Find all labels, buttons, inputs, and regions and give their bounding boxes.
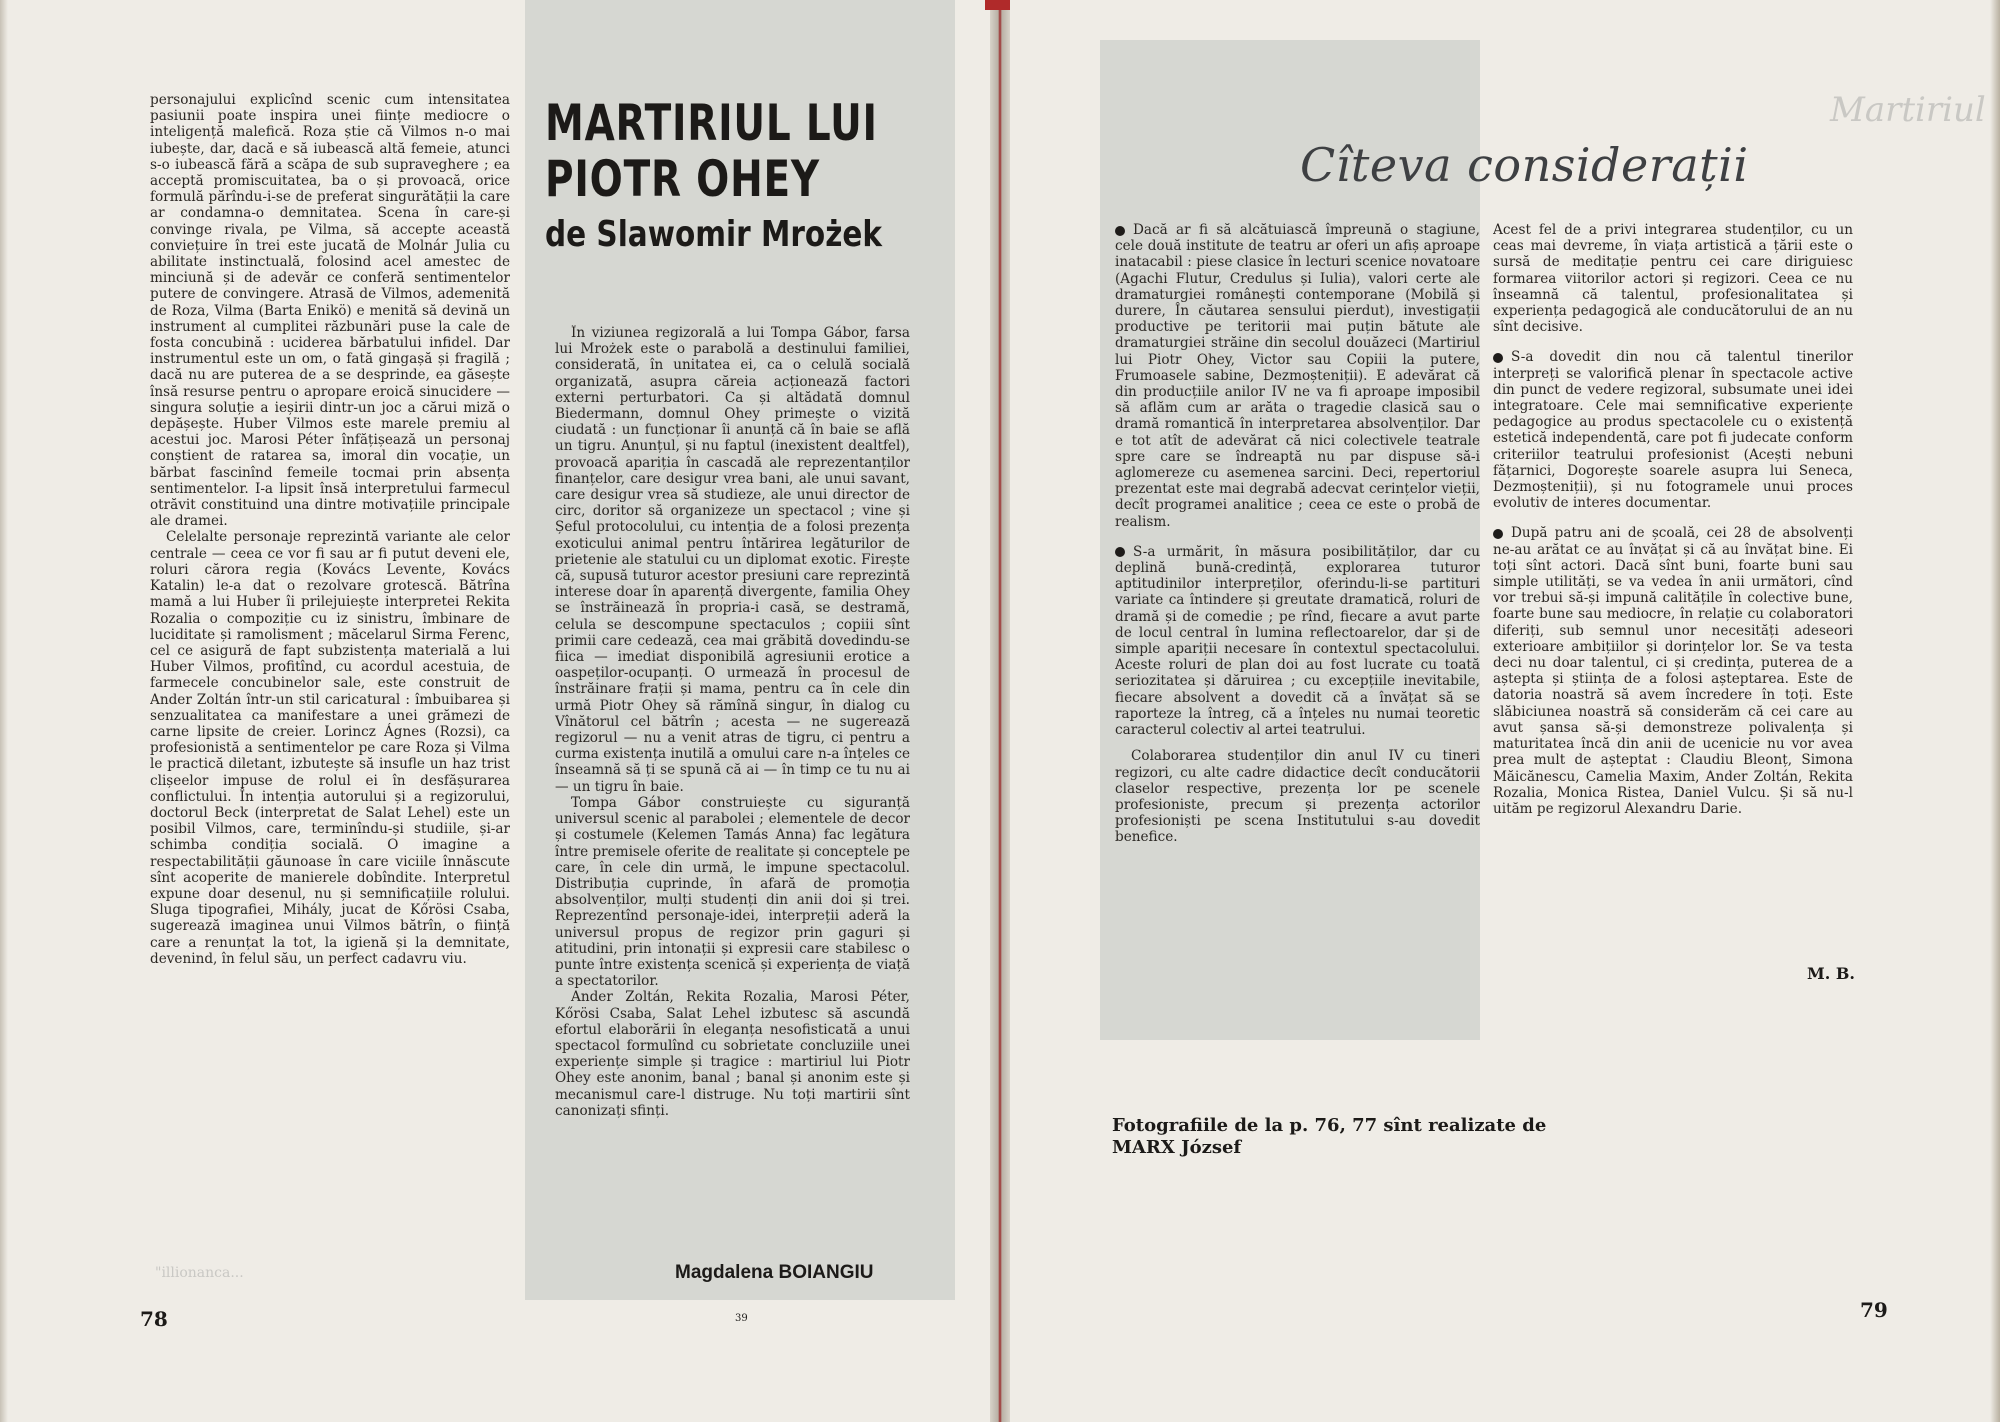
right-column-2 (1493, 222, 1853, 982)
right-column-1 (1115, 222, 1480, 1022)
photo-credit-line-2: MARX József (1112, 1137, 1242, 1158)
show-through-header: Martiriul (1830, 90, 1986, 130)
article-title (545, 95, 945, 257)
photo-credit (1112, 1115, 1812, 1159)
paragraph: Tompa Gábor construiește cu siguranță universul scenic al parabolei ; elementele de decor și costumele (Kelemen Tamás Anna) fac legătura între premisele oferite de realitate și conceptele pe care, în cele din urmă, le impune spectacolul. Distribuția cuprinde, în afară de promoția absolvenților, mulți studenți din anii doi și trei. Reprezentînd personaje-idei, interpreții aderă la universul propus de regizor prin gaguri și atitudini, prin intonații și expresii care stabilesc o punte între existența scenică și experiența de viață a spectatorilor. (555, 794, 910, 990)
page-edge (0, 0, 8, 1422)
left-page (0, 0, 990, 1422)
bullet-icon (1493, 353, 1503, 363)
title-line-1: MARTIRIUL LUI (545, 94, 878, 152)
page-edge (1990, 0, 2000, 1422)
author-signature: Magdalena BOIANGIU (675, 1262, 874, 1283)
paragraph: În viziunea regizorală a lui Tompa Gábor, farsa lui Mrożek este o parabolă a destinului familiei, considerată, în unitatea ei, ca o celulă socială organizată, asupra căreia acționează factori externi perturbatori. Ca și altădată domnul Biedermann, domnul Ohey primește o vizită ciudată : un funcționar îi anunță că în baie se află un tigru. Anunțul, și nu faptul (inexistent dealtfel), provoacă apariția în cascadă ale reprezentanților finanțelor, care desigur vrea bani, ale unui savant, care desigur vrea să studieze, ale unui director de circ, doritor să organizeze un spectacol ; vine și Șeful protocolului, cu intenția de a folosi prezența exoticului animal pentru întărirea legăturilor de prietenie ale statului cu un diplomat exotic. Firește că, supusă tuturor acestor presiuni care reprezintă interese doar în aparență divergente, familia Ohey se înstrăinează în propria-i casă, se destramă, celula se descompune spectaculos ; copiii sînt primii care cedează, cea mai grăbită dovedindu-se fiica — imediat disponibilă agresiunii erotice a oaspeților-ocupanți. O urmează în procesul de înstrăinare frații și mama, pentru ca în cele din urmă Piotr Ohey să rămînă singur, în dialog cu Vînătorul cel bătrîn ; acesta — ne sugerează regizorul — nu a venit atras de tigru, ci pentru a curma existența inutilă a omului care n-a înțeles ce înseamnă să ți se spună că ai — în timp ce tu nu ai — un tigru în baie. (555, 325, 910, 795)
paragraph: S-a dovedit din nou că talentul tinerilor interpreți se valorifică plenar în spectacole active din punct de vedere regizoral, subsumate unei idei integratoare. Cele mai semnificative experiențe pedagogice au produs spectacolele cu o existență estetică independentă, care pot fi judecate conform criteriilor teatrului profesionist (Acești nebuni fățarnici, Dogorește soarele asupra lui Seneca, Dezmoșteniții), și nu fotogramele unui proces evolutiv de interes documentar. (1493, 349, 1853, 512)
page-number: 79 (1860, 1298, 1888, 1322)
right-page (1010, 0, 2000, 1422)
section-title: Cîteva considerații (1300, 138, 1749, 192)
page-number: 78 (140, 1307, 168, 1331)
paragraph: Colaborarea studenților din anul IV cu tineri regizori, cu alte cadre didactice decît conducătorii claselor respective, prezența lor pe scenele profesioniste, precum și prezența actorilor profesioniști pe scena Institutului s-au dovedit benefice. (1115, 748, 1480, 846)
show-through-text: "illionanca... (155, 1265, 244, 1281)
paragraph: Celelalte personaje reprezintă variante ale celor centrale — ceea ce vor fi sau ar fi putut deveni ele, roluri cărora regia (Kovács Levente, Kovács Katalin) le-a dat o rezolvare grotescă. Bătrîna mamă a lui Huber îi prilejuiește interpretei Rekita Rozalia o compoziție cu iz sinistru, îmbinare de luciditate și ramolisment ; măcelarul Sirma Ferenc, cel ce asigură de fapt subzistența materială a lui Huber Vilmos, profitînd, cu acordul acestuia, de farmecele concubinelor sale, este construit de Ander Zoltán într-un stil caricatural : îmbuibarea și senzualitatea ca manifestare a unei grămezi de carne lipsite de creier. Lorincz Ágnes (Rozsi), ca profesionistă a sentimentelor pe care Roza și Vilma le practică diletant, izbutește să insufle un haz trist clișeelor impuse de rolul ei în desfășurarea conflictului. În intenția autorului și a regizorului, doctorul Beck (interpretat de Salat Lehel) este un posibil Vilmos, care, terminîndu-și studiile, și-ar schimba condiția socială. O imagine a respectabilității găunoase în care viciile înnăscute sînt acoperite de manierele dobîndite. Interpretul expune doar desenul, nu și semnificațiile rolului. Sluga tipografiei, Mihály, jucat de Kőrösi Csaba, sugerează imaginea unui Vilmos bătrîn, o ființă care a renunțat la tot, la igienă și la demnitate, devenind, în felul său, un perfect cadavru viu. (150, 529, 510, 967)
title-line-2: PIOTR OHEY (545, 150, 820, 208)
paragraph: personajului explicînd scenic cum intensitatea pasiunii poate inspira unei ființe mediocre o inteligență malefică. Roza știe că Vilmos n-o mai iubește, dar, dacă e să iubească altă femeie, atunci s-o iubească fără a scăpa de sub supraveghere ; ea acceptă promiscuitatea, ba o și provoacă, orice formulă părîndu-i-se de preferat singurătății la care ar condamna-o demnitatea. Scena în care-și convinge rivala, pe Vilma, să accepte această conviețuire în trei este jucată de Molnár Julia cu abilitate instinctuală, folosind acel amestec de minciună și de adevăr ce conferă sentimentelor putere de convingere. Atrasă de Vilmos, ademenită de Roza, Vilma (Barta Enikö) e menită să devină un instrument al cumplitei răzbunări puse la cale de fosta concubină : uciderea bărbatului infidel. Dar instrumentul este un om, o fată gingașă și fragilă ; dacă nu are puterea de a se desprinde, ea găsește însă resurse pentru o apropare eroică sinucidere — singura soluție a ieșirii dintr-un joc a cărui miză o depășește. Huber Vilmos este marele premiu al acestui joc. Marosi Péter înfățișează un personaj conștient de ratarea sa, imoral din vocație, un bărbat fascinînd femeile tocmai prin absența sentimentelor. I-a lipsit însă interpretului farmecul otrăvit constituind una dintre motivațiile principale ale dramei. (150, 92, 510, 530)
paragraph: Ander Zoltán, Rekita Rozalia, Marosi Péter, Kőrösi Csaba, Salat Lehel izbutesc să ascundă efortul elaborării în eleganța nesofisticată a unui spectacol formulînd cu sobrietate concluziile unei experiențe simple și tragice : martiriul lui Piotr Ohey este anonim, banal ; banal și anonim este și mecanismul care-l distruge. Nu toți martirii sînt canonizați sfinți. (555, 989, 910, 1119)
title-author: de Slawomir Mrożek (545, 214, 883, 255)
left-column-1 (150, 92, 510, 1297)
left-column-2 (555, 325, 910, 1265)
bullet-icon (1115, 226, 1125, 236)
book-gutter (990, 0, 1010, 1422)
folio-number: 39 (735, 1313, 748, 1324)
bullet-icon (1115, 547, 1125, 557)
bullet-icon (1493, 529, 1503, 539)
paragraph: S-a urmărit, în măsura posibilităților, dar cu deplină bună-credință, explorarea tuturor aptitudinilor interpreților, oferindu-li-se partituri variate ca întindere și greutate dramatică, roluri de dramă și de comedie ; pe rînd, fiecare a avut parte de locul central în lumina reflectoarelor, dar și de simple apariții necesare în contextul spectacolului. Aceste roluri de plan doi au fost lucrate cu toată seriozitatea și dăruirea ; cu excepțiile inevitabile, fiecare absolvent a dovedit că a învățat să se raporteze la întreg, că a înțeles nu numai teoretic caracterul colectiv al artei teatrului. (1115, 543, 1480, 739)
paragraph: După patru ani de școală, cei 28 de absolvenți ne-au arătat ce au învățat și că au învățat bine. Ei toți sînt actori. Dacă sînt buni, foarte buni sau simple utilități, se va vedea în anii următori, cînd vor trebui să-și impună calitățile în colective bune, foarte bune sau mediocre, în relație cu colaboratori diferiți, sub semnul unor necesități adeseori exterioare ambițiilor și dorințelor lor. Se va testa deci nu doar talentul, ci și credința, puterea de a aștepta și știința de a folosi așteptarea. Este de datoria noastră să avem încredere în toți. Este slăbiciunea noastră să considerăm că cei care au avut șansa să-și demonstreze polivalența și maturitatea încă din anii de ucenicie nu vor avea prea mult de așteptat : Claudiu Bleonț, Simona Măicănescu, Camelia Maxim, Ander Zoltán, Rekita Rozalia, Monica Ristea, Daniel Vulcu. Și să nu-l uităm pe regizorul Alexandru Darie. (1493, 525, 1853, 817)
author-initials: M. B. (1807, 964, 1855, 983)
paragraph: Acest fel de a privi integrarea studenților, cu un ceas mai devreme, în viața artistică a țării este o sursă de meditație pentru cei care diriguiesc formarea viitorilor actori și regizori. Ceea ce nu înseamnă că talentul, profesionalitatea și experiența pedagogică ale conducătorului de an nu sînt decisive. (1493, 222, 1853, 336)
photo-credit-line-1: Fotografiile de la p. 76, 77 sînt realizate de (1112, 1115, 1547, 1136)
paragraph: Dacă ar fi să alcătuiască împreună o stagiune, cele două institute de teatru ar oferi un afiș aproape inatacabil : piese clasice în lecturi scenice novatoare (Agachi Flutur, Credulus și Iulia), valori certe ale dramaturgiei românești contemporane (Mobilă și durere, În căutarea sensului pierdut), investigații productive pe teritorii mai puțin bătute ale dramaturgiei străine din secolul douăzeci (Martiriul lui Piotr Ohey, Victor sau Copiii la putere, Frumoasele sabine, Dezmoșteniții). E adevărat că din producțiile anilor IV ne va fi aproape imposibil să aflăm cum ar arăta o tragedie clasică sau o dramă romantică în interpretarea absolvenților. Dar e tot atît de adevărat că nici colectivele teatrale spre care se îndreaptă nu par dispuse să-i aglomereze cu asemenea sarcini. Deci, repertoriul prezentat este mai degrabă adecvat cerințelor vieții, decît programei analitice ; ceea ce este o probă de realism. (1115, 222, 1480, 530)
